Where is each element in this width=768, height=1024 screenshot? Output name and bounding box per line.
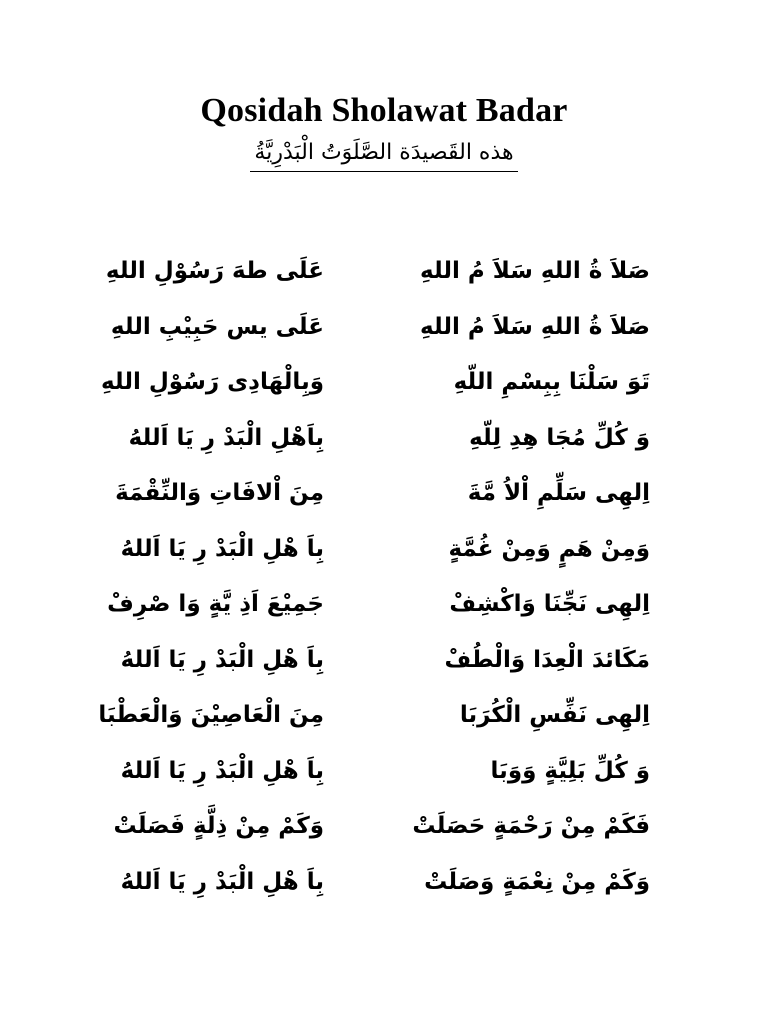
verse-second-hemistich: بِاَ هْلِ الْبَدْ رِ يَا اَللهُ — [120, 535, 324, 562]
verse-second-hemistich: عَلَى يس حَبِيْبِ اللهِ — [110, 313, 324, 340]
verse-row — [0, 647, 768, 703]
verse-second-hemistich: بِاَ هْلِ الْبَدْ رِ يَا اَللهُ — [120, 646, 324, 673]
verse-first-hemistich: صَلاَ ةُ اللهِ سَلاَ مُ اللهِ — [420, 258, 650, 284]
verse-first-hemistich: وَ كُلِّ بَلِيَّةٍ وَوَبَا — [490, 757, 650, 784]
verse-first-hemistich: اِلهِى سَلِّمِ اْلاُ مَّةَ — [467, 480, 650, 506]
verse-row — [0, 369, 768, 425]
verse-second-hemistich: بِاَ هْلِ الْبَدْ رِ يَا اَللهُ — [120, 868, 324, 895]
verse-first-hemistich: مَكَائدَ الْعِدَا وَالْطُفْ — [444, 646, 650, 673]
verse-first-hemistich: وَمِنْ هَمٍ وَمِنْ غُمَّةٍ — [448, 535, 650, 562]
verse-row — [0, 425, 768, 481]
verse-row — [0, 314, 768, 370]
verse-second-hemistich: بِاَ هْلِ الْبَدْ رِ يَا اَللهُ — [120, 757, 324, 784]
verse-first-hemistich: اِلهِى نَجِّنَا وَاكْشِفْ — [449, 591, 650, 617]
arabic-subtitle: هذه القَصيدَة الصَّلَوَتُ الْبَدْرِيَّةُ — [250, 140, 517, 172]
verse-first-hemistich: اِلهِى نَفِّسِ الْكُرَبَا — [459, 702, 650, 728]
verse-row — [0, 869, 768, 925]
verse-row — [0, 536, 768, 592]
verse-second-hemistich: مِنَ اْلافَاتِ وَالنِّقْمَةَ — [115, 480, 324, 506]
verse-row — [0, 591, 768, 647]
verse-first-hemistich: تَوَ سَلْنَا بِبِسْمِ اللّهِ — [453, 369, 650, 395]
verse-first-hemistich: وَكَمْ مِنْ نِعْمَةٍ وَصَلَتْ — [424, 868, 650, 895]
verse-list — [0, 258, 768, 924]
verse-row — [0, 258, 768, 314]
verse-first-hemistich: فَكَمْ مِنْ رَحْمَةٍ حَصَلَتْ — [412, 813, 650, 839]
verse-second-hemistich: عَلَى طهَ رَسُوْلِ اللهِ — [105, 258, 324, 284]
verse-row — [0, 758, 768, 814]
verse-row — [0, 480, 768, 536]
verse-row — [0, 813, 768, 869]
verse-first-hemistich: صَلاَ ةُ اللهِ سَلاَ مُ اللهِ — [420, 313, 650, 340]
verse-second-hemistich: جَمِيْعَ اَذِ يَّةٍ وَا صْرِفْ — [107, 591, 324, 617]
verse-first-hemistich: وَ كُلِّ مُجَا هِدِ لِلّهِ — [469, 424, 650, 451]
verse-second-hemistich: وَبِالْهَادِى رَسُوْلِ اللهِ — [100, 369, 324, 395]
verse-row — [0, 702, 768, 758]
verse-second-hemistich: بِاَهْلِ الْبَدْ رِ يَا اَللهُ — [128, 424, 324, 451]
subtitle-container — [0, 140, 768, 172]
page-title: Qosidah Sholawat Badar — [200, 92, 568, 129]
verse-second-hemistich: وَكَمْ مِنْ ذِلَّةٍ فَصَلَتْ — [113, 813, 324, 839]
verse-second-hemistich: مِنَ الْعَاصِيْنَ وَالْعَطْبَا — [98, 702, 324, 728]
